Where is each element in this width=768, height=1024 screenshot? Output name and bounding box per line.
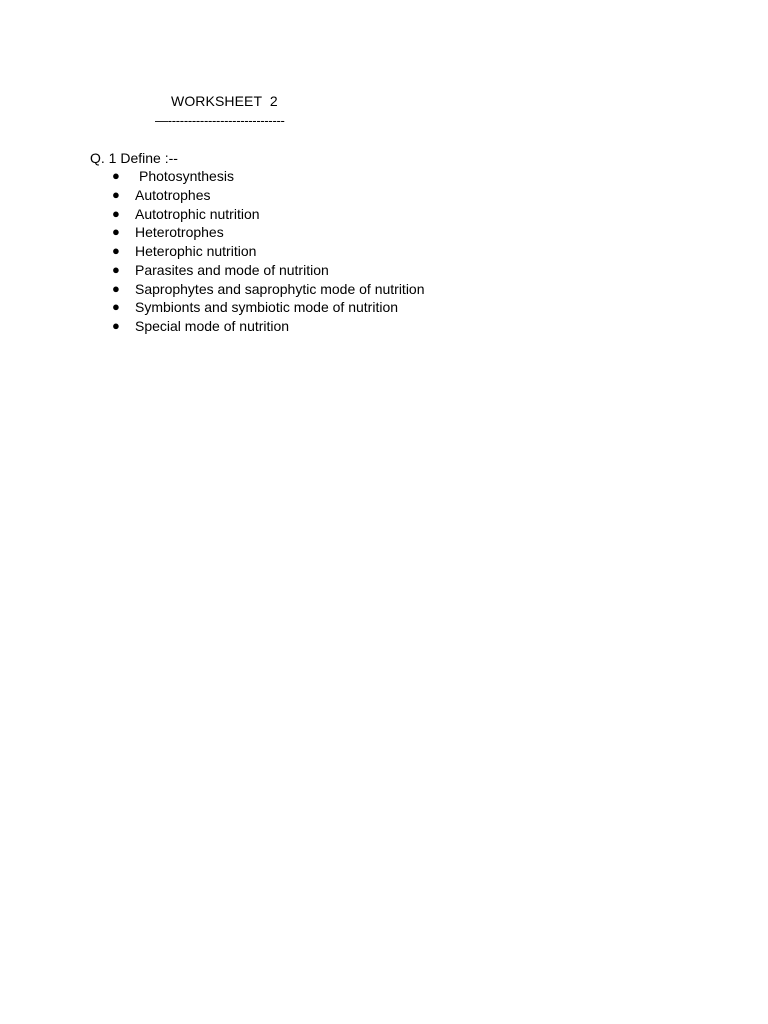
list-item-text: Parasites and mode of nutrition	[135, 261, 329, 278]
list-item-text: Saprophytes and saprophytic mode of nutrition	[135, 280, 425, 297]
list-item-text: Special mode of nutrition	[135, 318, 290, 334]
list-item	[112, 167, 425, 186]
list-item-text: Autotrophes	[135, 186, 211, 203]
list-item-text: Heterophic nutrition	[135, 243, 257, 259]
list-item-text: Photosynthesis	[139, 168, 234, 184]
list-item	[112, 317, 425, 336]
definition-list	[112, 167, 425, 336]
question-label: Q. 1 Define :--	[90, 150, 178, 166]
list-item	[112, 261, 425, 280]
bullet-icon: ●	[112, 261, 120, 277]
bullet-icon: ●	[112, 186, 120, 202]
bullet-icon: ●	[112, 224, 120, 240]
list-item-text: Heterotrophes	[135, 224, 224, 241]
list-item	[112, 223, 425, 242]
worksheet-title: WORKSHEET 2	[171, 93, 278, 109]
bullet-icon: ●	[112, 243, 120, 258]
list-item	[112, 298, 425, 317]
list-item	[112, 242, 425, 261]
bullet-icon: ●	[112, 280, 120, 296]
list-item	[112, 186, 425, 205]
list-item-text: Symbionts and symbiotic mode of nutrition	[135, 299, 399, 316]
bullet-icon: ●	[112, 299, 120, 315]
bullet-icon: ●	[112, 205, 120, 221]
title-underline: —-----------------------------	[155, 113, 285, 128]
list-item	[112, 205, 425, 224]
list-item	[112, 280, 425, 299]
list-item-text: Autotrophic nutrition	[135, 205, 260, 222]
bullet-icon: ●	[112, 318, 120, 333]
bullet-icon: ●	[112, 168, 120, 183]
